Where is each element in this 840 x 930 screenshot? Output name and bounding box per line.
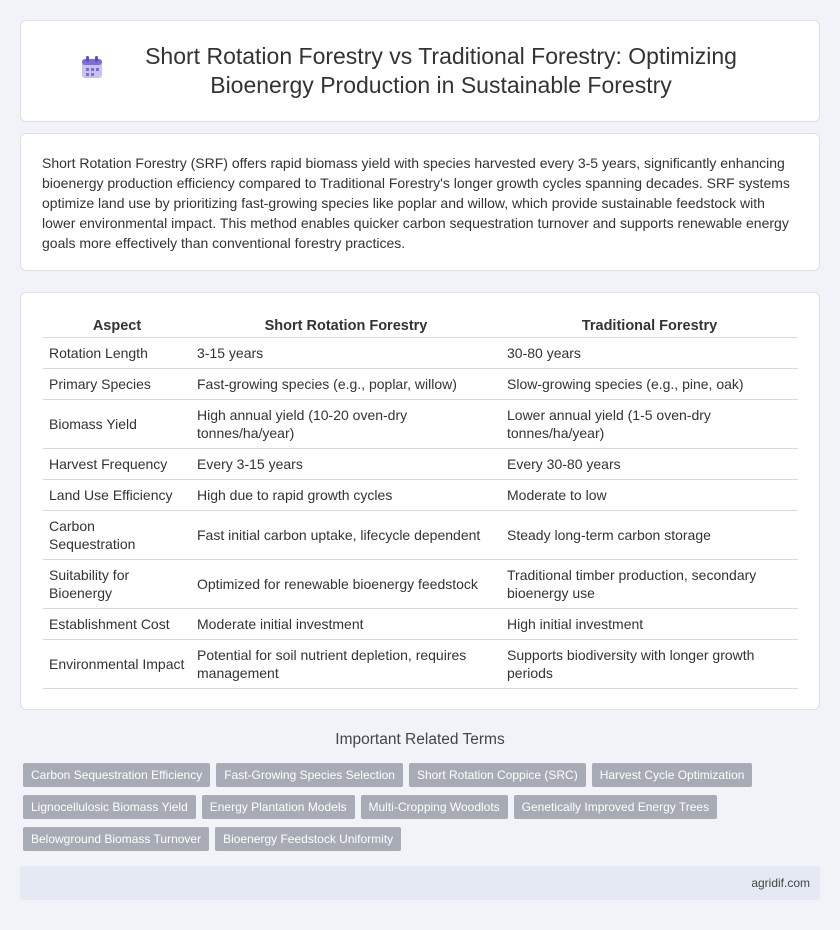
- tag-row: [23, 763, 823, 787]
- table-cell: Steady long-term carbon storage: [501, 511, 798, 560]
- column-header-srf: Short Rotation Forestry: [191, 312, 501, 338]
- related-term-tag[interactable]: Short Rotation Coppice (SRC): [409, 763, 586, 787]
- related-terms-heading: Important Related Terms: [335, 731, 505, 748]
- table-cell: Land Use Efficiency: [43, 480, 191, 511]
- table-cell: 3-15 years: [191, 338, 501, 369]
- table-cell: Lower annual yield (1-5 oven-dry tonnes/ha/year): [501, 400, 798, 449]
- table-cell: Primary Species: [43, 369, 191, 400]
- table-cell: Establishment Cost: [43, 609, 191, 640]
- table-cell: Every 3-15 years: [191, 449, 501, 480]
- title-card: [20, 20, 820, 122]
- table-cell: High due to rapid growth cycles: [191, 480, 501, 511]
- table-cell: Suitability for Bioenergy: [43, 560, 191, 609]
- table-header-row: [43, 312, 798, 338]
- table-cell: Moderate to low: [501, 480, 798, 511]
- related-term-tag[interactable]: Harvest Cycle Optimization: [592, 763, 753, 787]
- table-cell: Supports biodiversity with longer growth periods: [501, 640, 798, 689]
- related-term-tag[interactable]: Multi-Cropping Woodlots: [361, 795, 508, 819]
- table-cell: Biomass Yield: [43, 400, 191, 449]
- related-term-tag[interactable]: Belowground Biomass Turnover: [23, 827, 209, 851]
- related-terms-tags: [23, 763, 823, 859]
- table-row: [43, 449, 798, 480]
- table-cell: Fast-growing species (e.g., poplar, willow): [191, 369, 501, 400]
- footer: [20, 866, 820, 900]
- comparison-table: [43, 312, 798, 689]
- table-row: [43, 480, 798, 511]
- table-row: [43, 400, 798, 449]
- page-title: Short Rotation Forestry vs Traditional Forestry: Optimizing Bioenergy Production in Sustainable Forestry: [145, 43, 737, 98]
- tag-row: [23, 827, 823, 851]
- related-term-tag[interactable]: Fast-Growing Species Selection: [216, 763, 403, 787]
- related-term-tag[interactable]: Genetically Improved Energy Trees: [514, 795, 717, 819]
- table-cell: Slow-growing species (e.g., pine, oak): [501, 369, 798, 400]
- intro-text: Short Rotation Forestry (SRF) offers rapid biomass yield with species harvested every 3-5 years, significantly enhancing bioenergy production efficiency compared to Traditional Forestry's longer growth cycles spanning decades. SRF systems optimize land use by prioritizing fast-growing species like poplar and willow, which provide sustainable feedstock with lower environmental impact. This method enables quicker carbon sequestration turnover and supports renewable energy goals more effectively than conventional forestry practices.: [42, 155, 790, 251]
- table-cell: Every 30-80 years: [501, 449, 798, 480]
- related-term-tag[interactable]: Lignocellulosic Biomass Yield: [23, 795, 196, 819]
- calendar-icon: [79, 54, 105, 80]
- table-cell: Optimized for renewable bioenergy feedstock: [191, 560, 501, 609]
- related-term-tag[interactable]: Energy Plantation Models: [202, 795, 355, 819]
- table-cell: Moderate initial investment: [191, 609, 501, 640]
- table-row: [43, 511, 798, 560]
- table-cell: Rotation Length: [43, 338, 191, 369]
- table-row: [43, 640, 798, 689]
- column-header-aspect: Aspect: [43, 312, 191, 338]
- related-term-tag[interactable]: Carbon Sequestration Efficiency: [23, 763, 210, 787]
- table-cell: Environmental Impact: [43, 640, 191, 689]
- table-cell: Carbon Sequestration: [43, 511, 191, 560]
- table-row: [43, 338, 798, 369]
- table-cell: Fast initial carbon uptake, lifecycle dependent: [191, 511, 501, 560]
- comparison-card: [20, 292, 820, 710]
- related-term-tag[interactable]: Bioenergy Feedstock Uniformity: [215, 827, 401, 851]
- table-row: [43, 369, 798, 400]
- table-row: [43, 560, 798, 609]
- footer-site-link[interactable]: agridif.com: [751, 876, 810, 890]
- table-cell: Harvest Frequency: [43, 449, 191, 480]
- table-cell: High annual yield (10-20 oven-dry tonnes/ha/year): [191, 400, 501, 449]
- table-cell: 30-80 years: [501, 338, 798, 369]
- table-cell: High initial investment: [501, 609, 798, 640]
- table-row: [43, 609, 798, 640]
- title-wrap: [79, 42, 761, 100]
- table-cell: Potential for soil nutrient depletion, requires management: [191, 640, 501, 689]
- column-header-traditional: Traditional Forestry: [501, 312, 798, 338]
- tag-row: [23, 795, 823, 819]
- intro-card: [20, 133, 820, 271]
- table-cell: Traditional timber production, secondary bioenergy use: [501, 560, 798, 609]
